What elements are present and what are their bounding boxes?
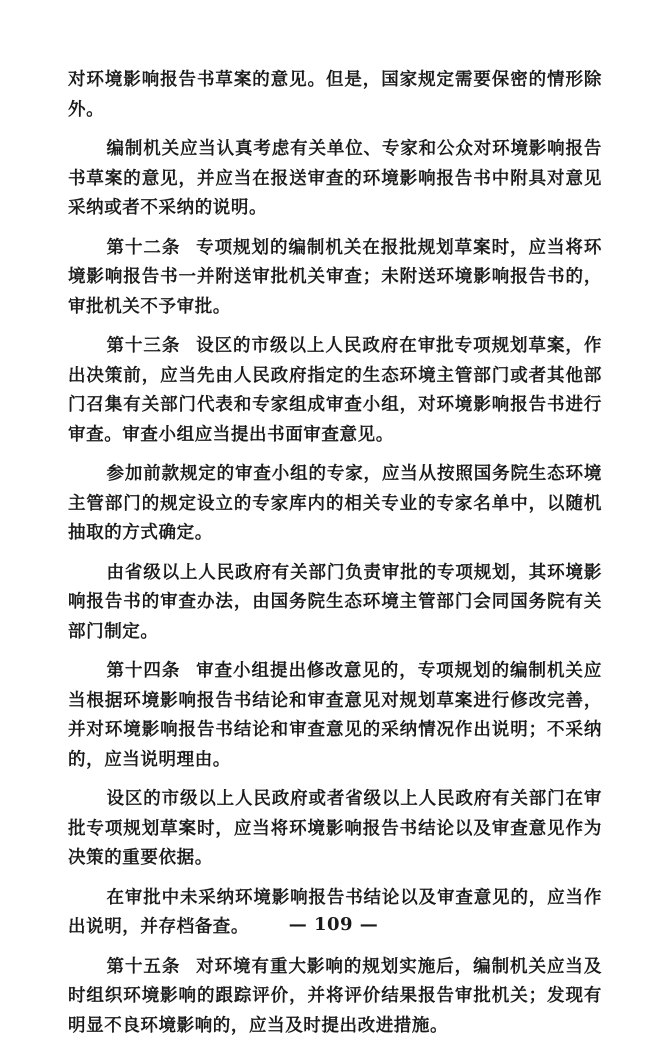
article-13 bbox=[68, 332, 602, 450]
paragraph-6 bbox=[68, 559, 602, 648]
paragraph-2 bbox=[68, 135, 602, 224]
paragraph-2-text: 编制机关应当认真考虑有关单位、专家和公众对环境影响报告书草案的意见，并应当在报送审查的环境影响报告书中附具对意见采纳或者不采纳的说明。 bbox=[68, 139, 602, 218]
document-body bbox=[68, 66, 602, 1051]
article-14 bbox=[68, 657, 602, 775]
article-13-text: 设区的市级以上人民政府在审批专项规划草案，作出决策前，应当先由人民政府指定的生态环境主管部门或者其他部门召集有关部门代表和专家组成审查小组，对环境影响报告书进行审查。审查小组应当提出书面审查意见。 bbox=[68, 336, 603, 445]
paragraph-8 bbox=[68, 785, 602, 874]
paragraph-9-text: 在审批中未采纳环境影响报告书结论以及审查意见的，应当作出说明，并存档备查。 bbox=[68, 887, 602, 937]
paragraph-5-text: 参加前款规定的审查小组的专家，应当从按照国务院生态环境主管部门的规定设立的专家库内的相关专业的专家名单中，以随机抽取的方式确定。 bbox=[68, 464, 602, 543]
article-15-heading: 第十五条 bbox=[106, 956, 181, 977]
paragraph-5 bbox=[68, 460, 602, 549]
paragraph-1 bbox=[68, 66, 602, 125]
article-12-text: 专项规划的编制机关在报批规划草案时，应当将环境影响报告书一并附送审批机关审查；未附送环境影响报告书的，审批机关不予审批。 bbox=[68, 237, 603, 317]
article-12 bbox=[68, 234, 602, 323]
article-14-text: 审查小组提出修改意见的，专项规划的编制机关应当根据环境影响报告书结论和审查意见对规划草案进行修改完善，并对环境影响报告书结论和审查意见的采纳情况作出说明；不采纳的，应当说明理由。 bbox=[68, 661, 603, 770]
article-15-text: 对环境有重大影响的规划实施后，编制机关应当及时组织环境影响的跟踪评价，并将评价结果报告审批机关；发现有明显不良环境影响的，应当及时提出改进措施。 bbox=[68, 956, 603, 1036]
article-13-heading: 第十三条 bbox=[106, 336, 181, 356]
article-15 bbox=[68, 953, 602, 1042]
paragraph-6-text: 由省级以上人民政府有关部门负责审批的专项规划，其环境影响报告书的审查办法，由国务院生态环境主管部门会同国务院有关部门制定。 bbox=[68, 562, 602, 642]
article-12-heading: 第十二条 bbox=[106, 237, 181, 258]
article-14-heading: 第十四条 bbox=[106, 661, 181, 681]
paragraph-8-text: 设区的市级以上人民政府或者省级以上人民政府有关部门在审批专项规划草案时，应当将环境影响报告书结论以及审查意见作为决策的重要依据。 bbox=[68, 789, 602, 868]
page-number: — 109 — bbox=[288, 914, 379, 935]
paragraph-1-text: 对环境影响报告书草案的意见。但是，国家规定需要保密的情形除外。 bbox=[68, 70, 602, 120]
